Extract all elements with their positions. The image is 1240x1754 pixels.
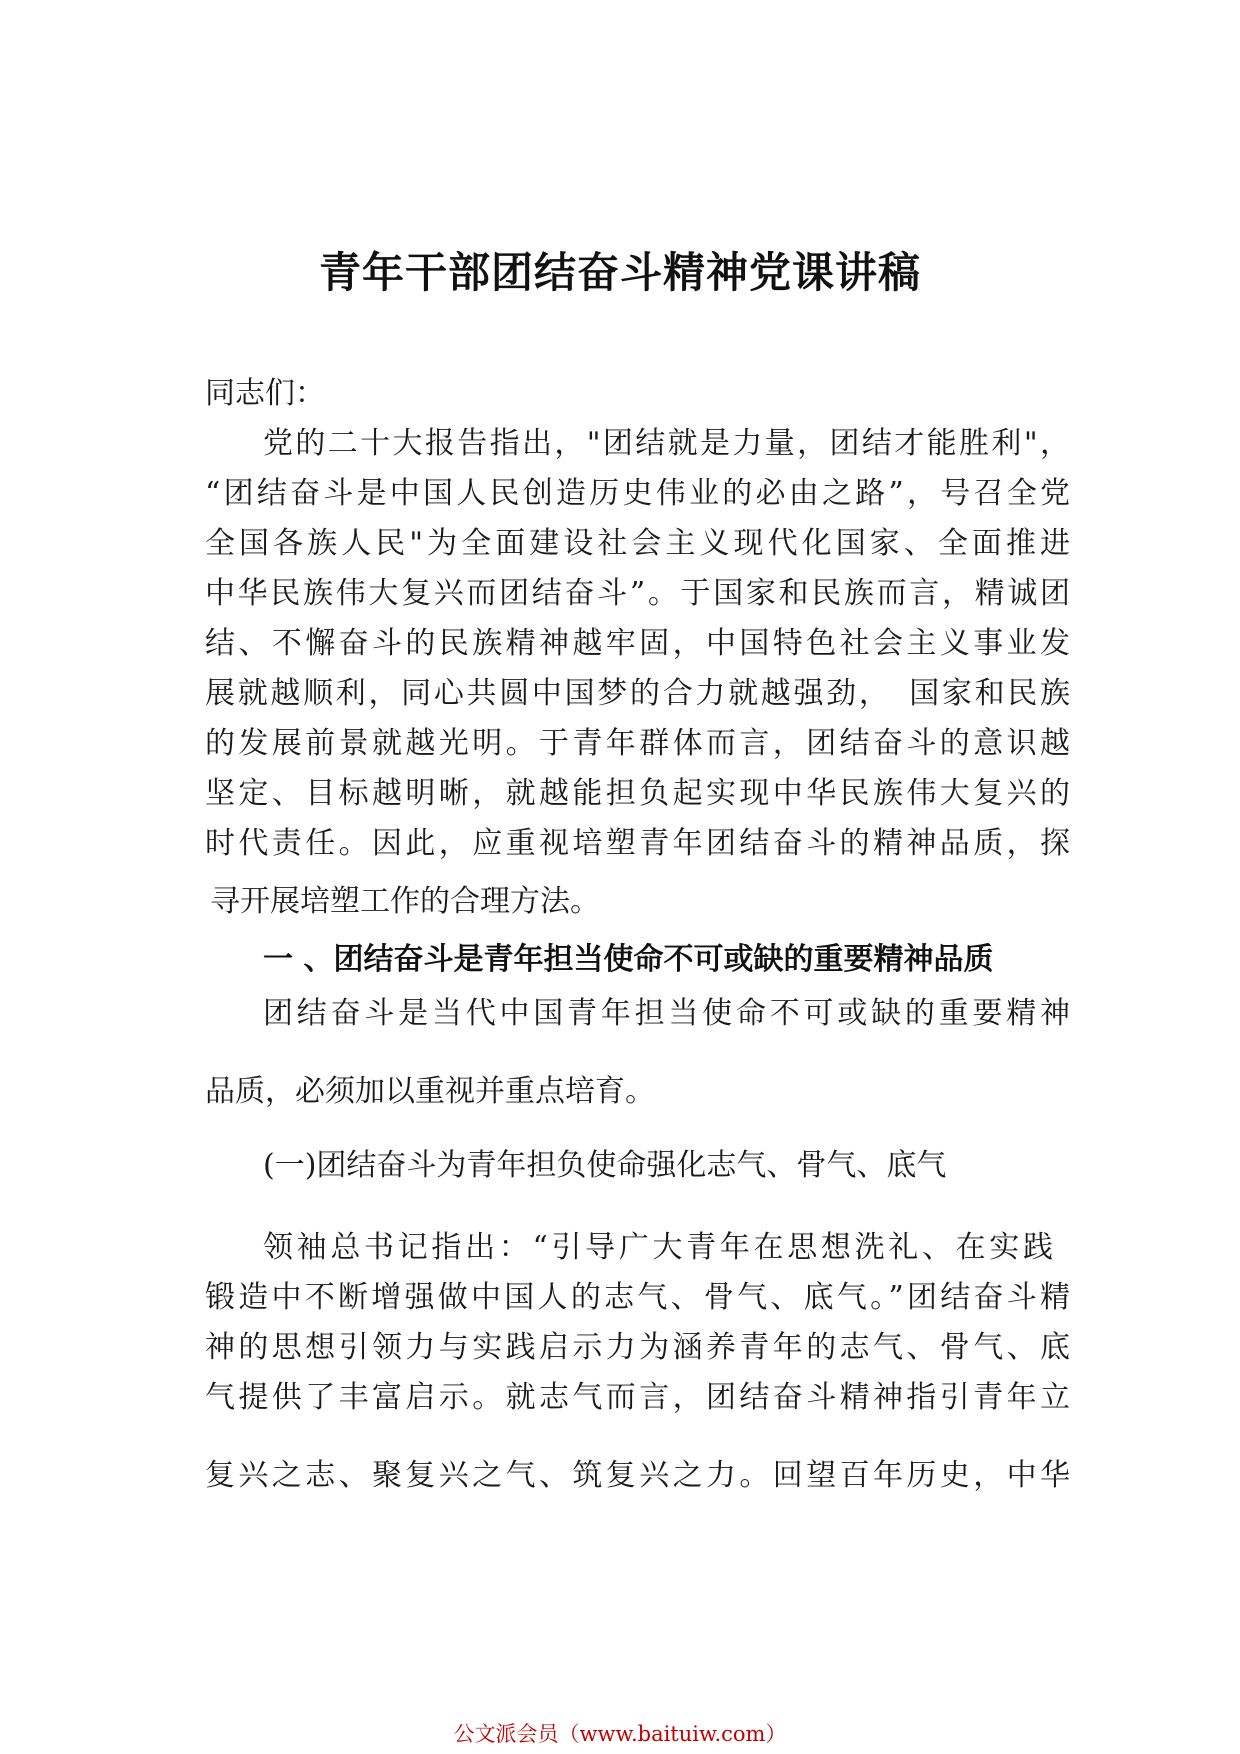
- subsection-heading: (一)团结奋斗为青年担负使命强化志气、骨气、底气: [263, 1148, 947, 1183]
- paragraph-line: 全国各族人民"为全面建设社会主义现代化国家、全面推进: [205, 526, 1070, 561]
- paragraph-line: 展就越顺利，同心共圆中国梦的合力就越强劲， 国家和民族: [205, 676, 1070, 711]
- paragraph-line: 团结奋斗是当代中国青年担当使命不可或缺的重要精神: [263, 996, 1070, 1031]
- paragraph-line: 中华民族伟大复兴而团结奋斗”。于国家和民族而言，精诚团: [205, 576, 1070, 611]
- salutation: 同志们：: [205, 376, 325, 411]
- paragraph-line: 寻开展培塑工作的合理方法。: [210, 884, 600, 919]
- paragraph-line: 时代责任。因此，应重视培塑青年团结奋斗的精神品质，探: [205, 826, 1070, 861]
- paragraph-line: 品质，必须加以重视并重点培育。: [205, 1074, 655, 1109]
- paragraph-line: 结、不懈奋斗的民族精神越牢固，中国特色社会主义事业发: [205, 626, 1070, 661]
- section-heading: 一 、团结奋斗是青年担当使命不可或缺的重要精神品质: [263, 942, 994, 977]
- document-title: 青年干部团结奋斗精神党课讲稿: [318, 248, 921, 297]
- paragraph-line: 领袖总书记指出：“引导广大青年在思想洗礼、在实践: [263, 1230, 1053, 1265]
- paragraph-line: 坚定、目标越明晰，就越能担负起实现中华民族伟大复兴的: [205, 776, 1070, 811]
- paragraph-line: 锻造中不断增强做中国人的志气、骨气、底气。”团结奋斗精: [205, 1280, 1070, 1315]
- footer-watermark: 公文派会员（www.baituiw.com）: [453, 1722, 787, 1746]
- paragraph-line: 的发展前景就越光明。于青年群体而言，团结奋斗的意识越: [205, 726, 1070, 761]
- paragraph-line: “团结奋斗是中国人民创造历史伟业的必由之路”，号召全党: [205, 476, 1070, 511]
- paragraph-line: 气提供了丰富启示。就志气而言，团结奋斗精神指引青年立: [205, 1380, 1070, 1415]
- paragraph-line: 神的思想引领力与实践启示力为涵养青年的志气、骨气、底: [205, 1330, 1070, 1365]
- paragraph-line: 党的二十大报告指出，"团结就是力量，团结才能胜利"，: [263, 426, 1070, 461]
- paragraph-line: 复兴之志、聚复兴之气、筑复兴之力。回望百年历史，中华: [205, 1458, 1070, 1493]
